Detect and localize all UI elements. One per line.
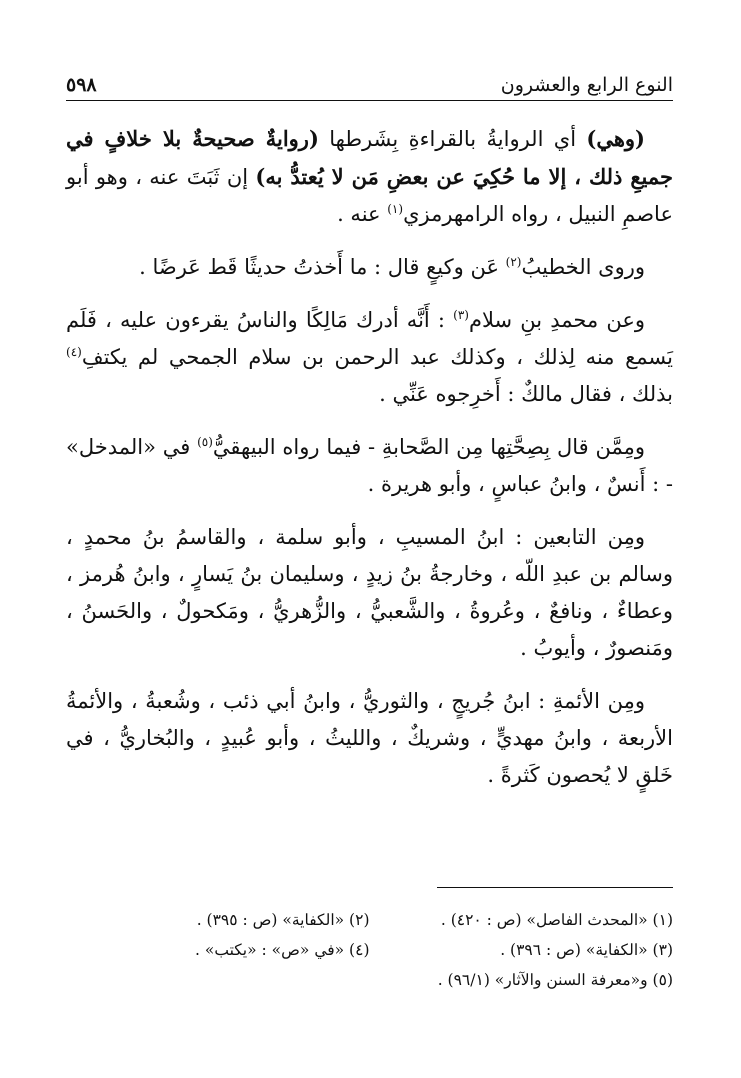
commentary-text: أي الروايةُ بالقراءةِ بِشَرطها	[318, 127, 587, 151]
footnote-3: (٣) «الكفاية» (ص : ٣٩٦) .	[500, 941, 673, 959]
main-text	[66, 120, 673, 810]
paragraph-4	[66, 429, 673, 503]
paragraph-2	[66, 249, 673, 286]
footnote-ref-4[interactable]: (٤)	[66, 345, 82, 359]
page-number: ٥٩٨	[66, 74, 97, 96]
footnote-divider	[437, 887, 673, 888]
paragraph-1	[66, 120, 673, 233]
quoted-term: (وهي)	[586, 126, 645, 151]
footnote-row	[66, 965, 673, 995]
commentary-text: في «المدخل» - : أَنسٌ ، وابنُ عباسٍ ، وأبو هريرة .	[66, 435, 673, 496]
running-title: النوع الرابع والعشرون	[500, 74, 673, 96]
paragraph-6: ومِن الأئمةِ : ابنُ جُريجٍ ، والثوريُّ ، وابنُ أبي ذئب ، وشُعبةُ ، والأئمةُ الأربعة ، وابنُ مهديٍّ ، وشريكٌ ، والليثُ ، وأبو عُبيدٍ ، والبُخاريُّ ، في خَلقٍ لا يُحصون كَثرةً .	[66, 689, 673, 787]
commentary-text: : أَنَّه أدرك مَالِكًا والناسُ يقرءون عليه ، فَلَم يَسمع منه لِذلك ، وكذلك عبد الرحمن بن سلام الجمحي لم يكتفِ	[66, 308, 673, 369]
commentary-text: ومِمَّن قال بِصِحَّتِها مِن الصَّحابةِ - فيما رواه البيهقيُّ	[212, 435, 646, 459]
commentary-text: بذلك ، فقال مالكٌ : أَخرِجوه عَنِّي .	[379, 382, 673, 406]
paragraph-5: ومِن التابعين : ابنُ المسيبِ ، وأبو سلمة ، والقاسمُ بنُ محمدٍ ، وسالم بن عبدِ اللّه ، وخارجةُ بنُ زيدٍ ، وسليمان بنُ يَسارٍ ، وابنُ هُرمز ، وعطاءٌ ، ونافعٌ ، وعُروةُ ، والشَّعبيُّ ، والزُّهريُّ ، ومَكحولٌ ، والحَسنُ ، ومَنصورٌ ، وأيوبُ .	[66, 525, 673, 660]
footnote-row	[66, 905, 673, 935]
footnote-5: (٥) و«معرفة السنن والآثار» (٩٦/١) .	[437, 971, 673, 989]
page-header	[66, 64, 673, 101]
footnote-row	[66, 935, 673, 965]
quoted-text: (روايةٌ صحيحةٌ بلا خلافٍ في جميعِ ذلك ، إلا ما حُكِيَ عن بعضِ مَن لا يُعتدُّ به)	[66, 126, 673, 189]
footnotes	[66, 905, 673, 995]
footnote-ref-3[interactable]: (٣)	[453, 308, 469, 322]
footnote-2: (٢) «الكفاية» (ص : ٣٩٥) .	[196, 911, 370, 929]
paragraph-3	[66, 302, 673, 413]
commentary-text: وعن محمدِ بنِ سلام	[468, 308, 646, 332]
footnote-4: (٤) «في «ص» : «يكتب» .	[195, 941, 370, 959]
commentary-text: وروى الخطيبُ	[521, 255, 645, 279]
footnote-ref-5[interactable]: (٥)	[197, 435, 213, 449]
commentary-text: إن ثَبَتَ عنه ، وهو أبو عاصمِ النبيل ، رواه الرامهرمزي	[66, 165, 673, 226]
commentary-text: عنه .	[337, 202, 388, 226]
commentary-text: عَن وكيعٍ قال : ما أَخذتُ حديثًا قَط عَرضًا .	[139, 255, 506, 279]
footnote-1: (١) «المحدث الفاصل» (ص : ٤٢٠) .	[440, 911, 673, 929]
footnote-ref-2[interactable]: (٢)	[505, 255, 522, 269]
footnote-ref-1[interactable]: (١)	[387, 202, 404, 216]
